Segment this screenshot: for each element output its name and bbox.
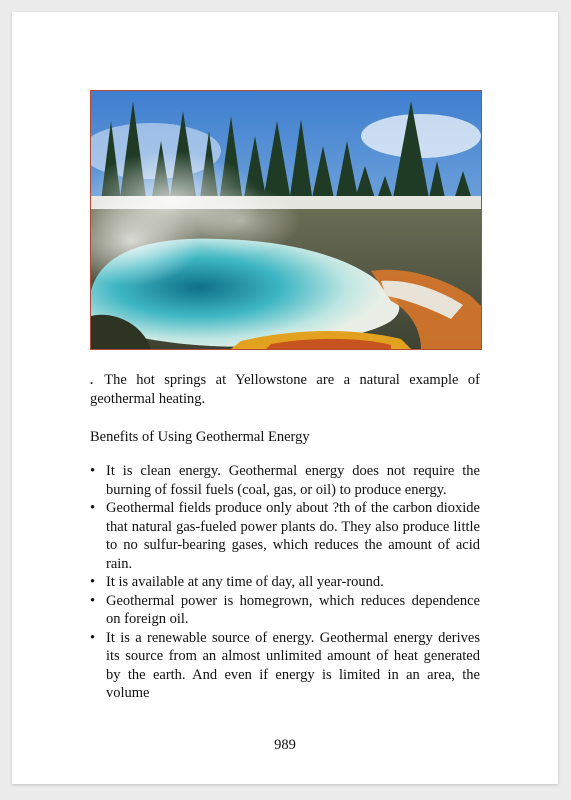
yellowstone-hot-spring-photo [90, 90, 482, 350]
page-number: 989 [274, 737, 296, 753]
bullet: • [90, 592, 96, 609]
list-item-text: Geothermal fields produce only about ?th of the carbon dioxide that natural gas-fueled power plants do. They also produce little to no sulfur-bearing gases, which reduces the amount of acid rain. [106, 500, 480, 572]
list-item-text: Geothermal power is homegrown, which reduces dependence on foreign oil. [106, 592, 480, 627]
document-page [12, 12, 558, 784]
photo-caption [90, 371, 480, 408]
list-item [90, 592, 480, 629]
benefits-list [90, 462, 480, 703]
section-heading: Benefits of Using Geothermal Energy [90, 429, 310, 445]
list-item-text: It is clean energy. Geothermal energy does not require the burning of fossil fuels (coal, gas, or oil) to produce energy. [106, 463, 480, 498]
bullet: • [90, 574, 96, 590]
list-item-text: It is a renewable source of energy. Geothermal energy derives its source from an almost unlimited amount of heat generated by the earth. And even if energy is limited in an area, the volume [106, 629, 480, 701]
caption-marker: . [90, 373, 93, 387]
bullet: • [90, 500, 96, 516]
bullet: • [90, 629, 96, 646]
list-item [90, 499, 480, 573]
list-item [90, 573, 480, 592]
list-item [90, 462, 480, 499]
bullet: • [90, 463, 96, 479]
caption-text: The hot springs at Yellowstone are a natural example of geothermal heating. [90, 372, 480, 407]
list-item-text: It is available at any time of day, all year-round. [106, 574, 384, 590]
list-item [90, 629, 480, 703]
